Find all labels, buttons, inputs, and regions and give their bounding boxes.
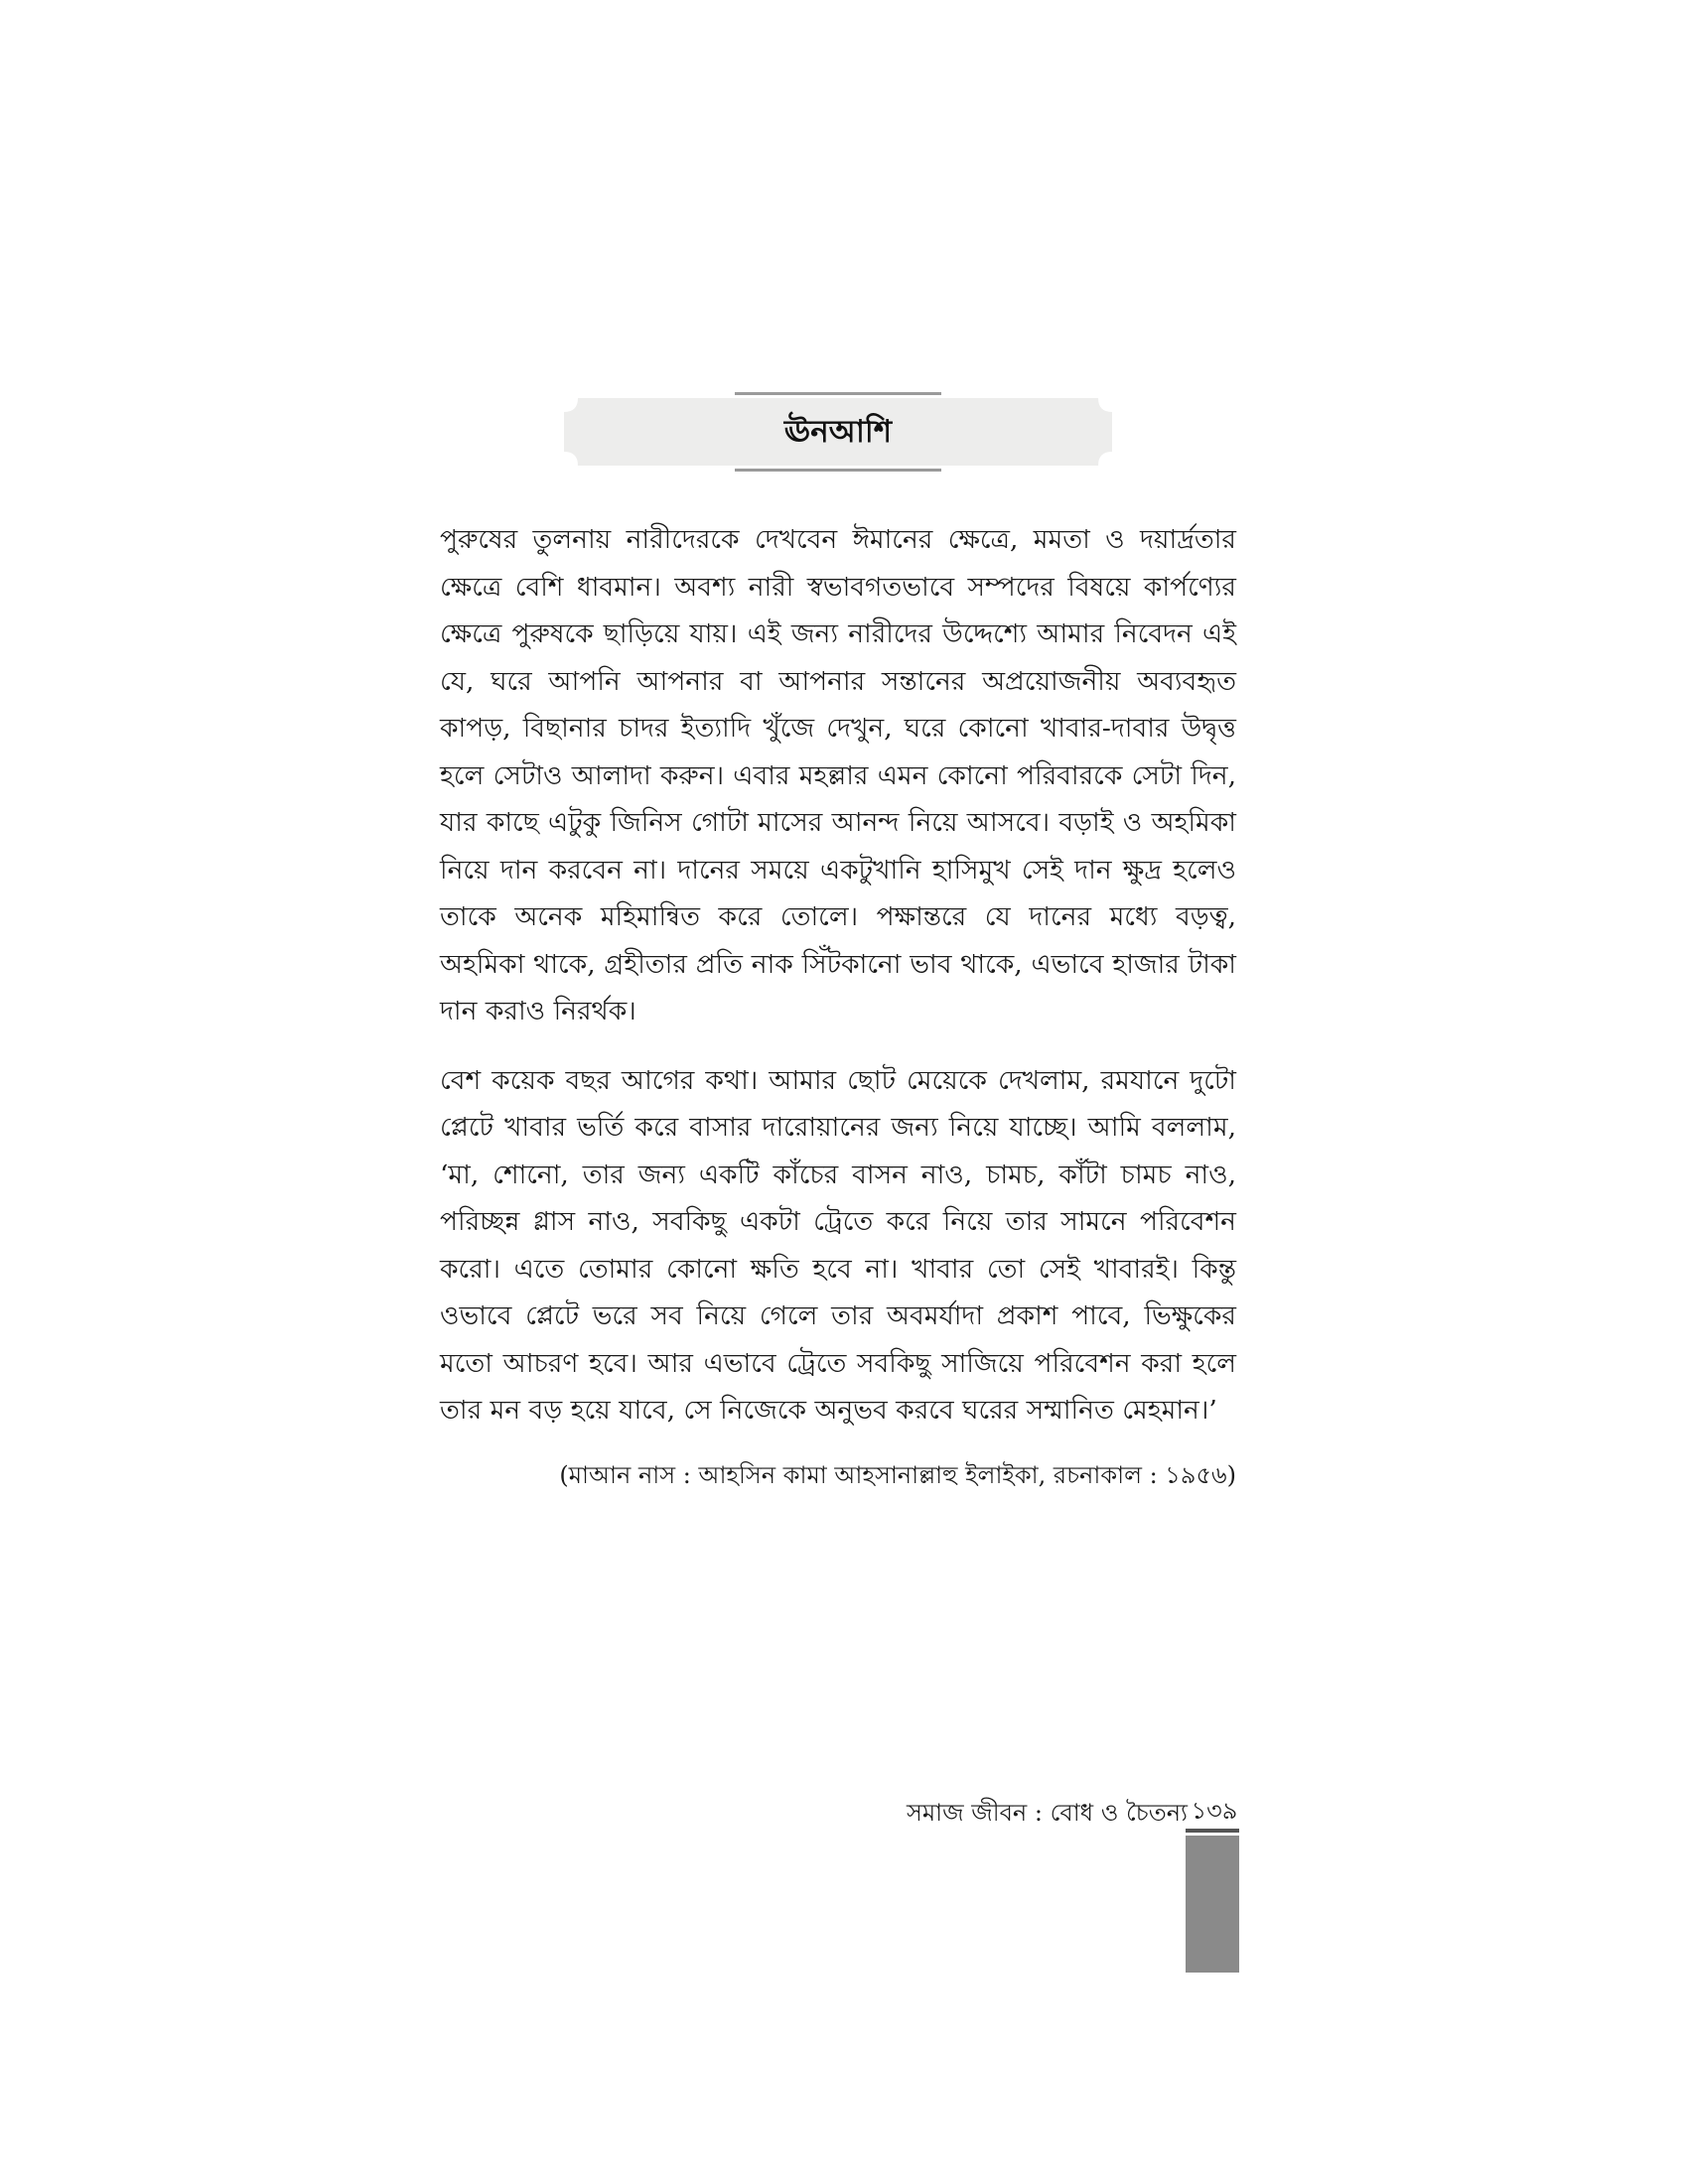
page-number: ১৩৯ — [1191, 1797, 1238, 1825]
paragraph-2: বেশ কয়েক বছর আগের কথা। আমার ছোট মেয়েকে দেখলাম, রমযানে দুটো প্লেটে খাবার ভর্তি করে বাসার দারোয়ানের জন্য নিয়ে যাচ্ছে। আমি বললাম, ‘মা, শোনো, তার জন্য একটি কাঁচের বাসন নাও, চামচ, কাঁটা চামচ নাও, পরিচ্ছন্ন গ্লাস নাও, সবকিছু একটা ট্রেতে করে নিয়ে তার সামনে পরিবেশন করো। এতে তোমার কোনো ক্ষতি হবে না। খাবার তো সেই খাবারই। কিন্তু ওভাবে প্লেটে ভরে সব নিয়ে গেলে তার অবমর্যাদা প্রকাশ পাবে, ভিক্ষুকের মতো আচরণ হবে। আর এভাবে ট্রেতে সবকিছু সাজিয়ে পরিবেশন করা হলে তার মন বড় হয়ে যাবে, সে নিজেকে অনুভব করবে ঘরের সম্মানিত মেহমান।’ — [440, 1064, 1236, 1426]
source-citation: (মাআন নাস : আহসিন কামা আহসানাল্লাহু ইলাইকা, রচনাকাল : ১৯৫৬) — [559, 1461, 1236, 1489]
chapter-body — [440, 516, 1236, 1456]
footer-rule — [1186, 1829, 1239, 1833]
thumb-index-tab — [1186, 1836, 1239, 1973]
chapter-title: ঊনআশি — [783, 414, 893, 450]
paragraph-1: পুরুষের তুলনায় নারীদেরকে দেখবেন ঈমানের ক্ষেত্রে, মমতা ও দয়ার্দ্রতার ক্ষেত্রে বেশি ধাবমান। অবশ্য নারী স্বভাবগতভাবে সম্পদের বিষয়ে কার্পণ্যের ক্ষেত্রে পুরুষকে ছাড়িয়ে যায়। এই জন্য নারীদের উদ্দেশ্যে আমার নিবেদন এই যে, ঘরে আপনি আপনার বা আপনার সন্তানের অপ্রয়োজনীয় অব্যবহৃত কাপড়, বিছানার চাদর ইত্যাদি খুঁজে দেখুন, ঘরে কোনো খাবার-দাবার উদ্বৃত্ত হলে সেটাও আলাদা করুন। এবার মহল্লার এমন কোনো পরিবারকে সেটা দিন, যার কাছে এটুকু জিনিস গোটা মাসের আনন্দ নিয়ে আসবে। বড়াই ও অহমিকা নিয়ে দান করবেন না। দানের সময়ে একটুখানি হাসিমুখ সেই দান ক্ষুদ্র হলেও তাকে অনেক মহিমান্বিত করে তোলে। পক্ষান্তরে যে দানের মধ্যে বড়ত্ব, অহমিকা থাকে, গ্রহীতার প্রতি নাক সিঁটকানো ভাব থাকে, এভাবে হাজার টাকা দান করাও নিরর্থক। — [440, 524, 1236, 1026]
running-footer-title: সমাজ জীবন : বোধ ও চৈতন্য — [907, 1799, 1188, 1827]
chapter-heading-banner — [564, 392, 1112, 472]
